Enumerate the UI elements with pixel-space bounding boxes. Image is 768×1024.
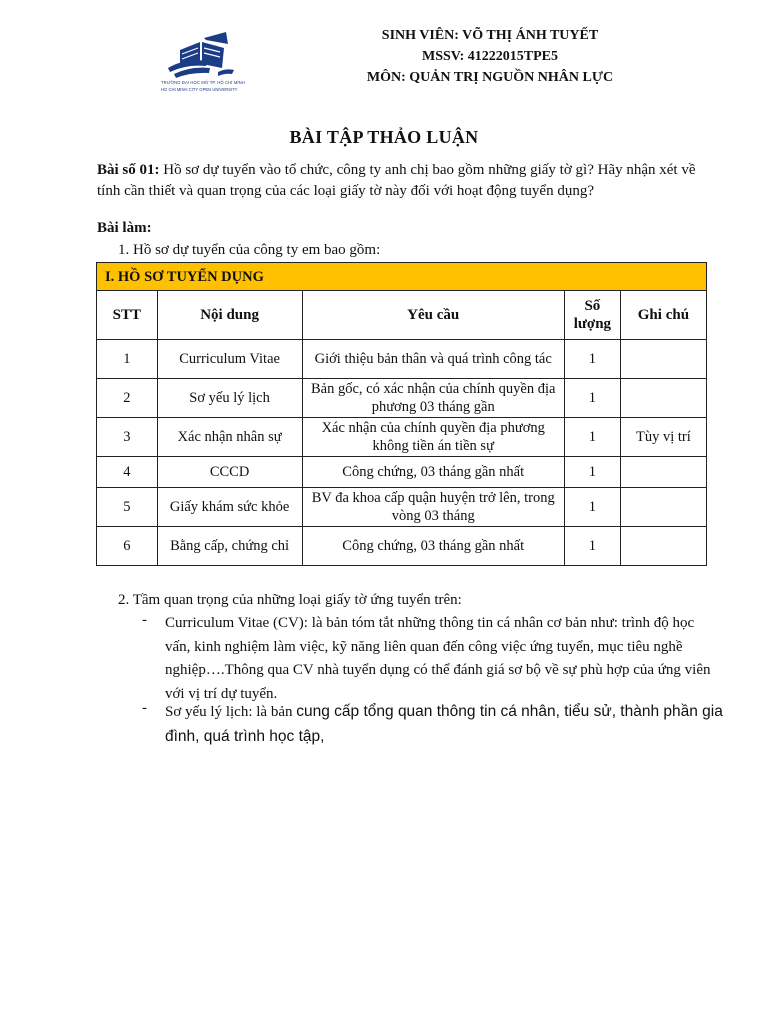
cell-stt: 4 (97, 457, 158, 488)
cell-content: Giấy khám sức khỏe (157, 488, 302, 527)
bullet-so-yeu-part2: cung cấp tổng quan thông tin cá nhân, tiểu sử, thành phần gia đình, quá trình học tập, (165, 703, 723, 745)
cell-stt: 3 (97, 418, 158, 457)
cell-requirement: Bản gốc, có xác nhận của chính quyền địa phương 03 tháng gần (302, 379, 564, 418)
cell-stt: 2 (97, 379, 158, 418)
cell-quantity: 1 (564, 457, 620, 488)
bullet-dash: - (142, 700, 147, 716)
page-title: BÀI TẬP THẢO LUẬN (289, 127, 479, 147)
cell-quantity: 1 (564, 488, 620, 527)
section-title: I. HỒ SƠ TUYỂN DỤNG (97, 263, 707, 291)
bullet-so-yeu-part1: Sơ yếu lý lịch: là bản (165, 704, 297, 720)
cell-stt: 6 (97, 527, 158, 566)
cell-content: Curriculum Vitae (157, 340, 302, 379)
answer-label: Bài làm: (97, 220, 152, 236)
cell-quantity: 1 (564, 527, 620, 566)
header-requirement: Yêu cầu (302, 291, 564, 340)
table-row (97, 379, 707, 418)
bullet-dash: - (142, 612, 147, 628)
question (97, 160, 717, 202)
cell-content: Sơ yếu lý lịch (157, 379, 302, 418)
header-note: Ghi chú (620, 291, 706, 340)
list-item-2: 2. Tầm quan trọng của những loại giấy tờ ứng tuyển trên: (118, 592, 462, 608)
documents-table (96, 262, 707, 566)
header-quantity: Số lượng (564, 291, 620, 340)
student-name: SINH VIÊN: VÕ THỊ ÁNH TUYẾT (381, 28, 599, 43)
table-row (97, 418, 707, 457)
cell-content: Bằng cấp, chứng chỉ (157, 527, 302, 566)
list-item-1: 1. Hồ sơ dự tuyển của công ty em bao gồm: (118, 242, 381, 258)
cell-note (620, 527, 706, 566)
bullet-cv: Curriculum Vitae (CV): là bản tóm tắt những thông tin cá nhân cơ bản như: trình độ học vấn, kinh nghiệm làm việc, kỹ năng liên quan đến công việc ứng tuyển, mục tiêu nghề nghiệp….Thông qua CV nhà tuyển dụng có thể đánh giá sơ bộ về sự phù hợp của ứng viên với vị trí dự tuyển. (165, 615, 711, 702)
student-id: MSSV: 41222015TPE5 (421, 49, 558, 64)
cell-note (620, 379, 706, 418)
cell-requirement: Công chứng, 03 tháng gần nhất (302, 527, 564, 566)
cell-requirement: Giới thiệu bản thân và quá trình công tác (302, 340, 564, 379)
cell-note (620, 488, 706, 527)
table-row (97, 457, 707, 488)
cell-content: Xác nhận nhân sự (157, 418, 302, 457)
table-section-row (97, 263, 707, 291)
cell-requirement: Công chứng, 03 tháng gần nhất (302, 457, 564, 488)
cell-content: CCCD (157, 457, 302, 488)
cell-stt: 5 (97, 488, 158, 527)
header-stt: STT (97, 291, 158, 340)
subject-name: MÔN: QUẢN TRỊ NGUỒN NHÂN LỰC (366, 70, 614, 85)
cell-quantity: 1 (564, 340, 620, 379)
question-label: Bài số 01: (97, 162, 160, 178)
table-row (97, 527, 707, 566)
cell-stt: 1 (97, 340, 158, 379)
cell-quantity: 1 (564, 379, 620, 418)
cell-note: Tùy vị trí (620, 418, 706, 457)
logo-caption-english: HO CHI MINH CITY OPEN UNIVERSITY (161, 87, 238, 92)
university-logo (160, 28, 242, 96)
table-row (97, 340, 707, 379)
table-header-row (97, 291, 707, 340)
cell-requirement: Xác nhận của chính quyền địa phương không tiền án tiền sự (302, 418, 564, 457)
cell-quantity: 1 (564, 418, 620, 457)
cell-note (620, 457, 706, 488)
header-content: Nội dung (157, 291, 302, 340)
cell-note (620, 340, 706, 379)
cell-requirement: BV đa khoa cấp quận huyện trở lên, trong vòng 03 tháng (302, 488, 564, 527)
bullet-so-yeu-ly-lich (165, 700, 725, 749)
question-text: Hồ sơ dự tuyển vào tổ chức, công ty anh chị bao gồm những giấy tờ gì? Hãy nhận xét về tính cần thiết và quan trọng của các loại giấy tờ này đối với hoạt động tuyển dụng? (97, 162, 696, 199)
table-row (97, 488, 707, 527)
logo-caption: TRƯỜNG ĐẠI HỌC MỞ TP. HỒ CHÍ MINH (161, 80, 245, 85)
